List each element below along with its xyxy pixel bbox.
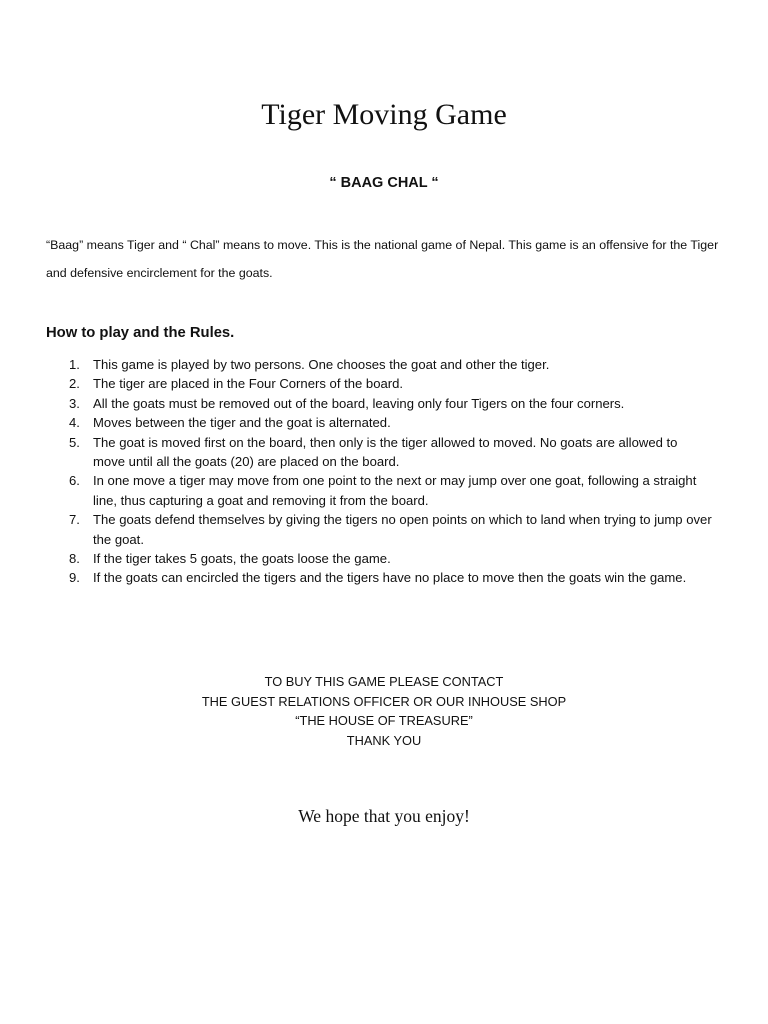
list-item [69, 433, 713, 472]
shop-name: “THE HOUSE OF TREASURE” [295, 713, 473, 729]
list-item-text: This game is played by two persons. One chooses the goat and other the tiger. [93, 357, 550, 372]
list-item [69, 413, 713, 432]
list-item-number: 7. [69, 512, 80, 528]
list-item-text: If the goats can encircled the tigers and the tigers have no place to move then the goats win the game. [93, 570, 687, 586]
list-item-number: 8. [69, 551, 80, 567]
list-item [69, 374, 713, 393]
list-item [69, 355, 713, 374]
list-item-number: 2. [69, 376, 80, 392]
document-title: Tiger Moving Game [261, 98, 507, 131]
list-item-text: The goat is moved first on the board, then only is the tiger allowed to moved. No goats are allowed to move until all the goats (20) are placed on the board. [93, 434, 678, 470]
list-item-number: 3. [69, 395, 80, 411]
list-item-number: 4. [69, 415, 80, 431]
contact-line: THE GUEST RELATIONS OFFICER OR OUR INHOUSE SHOP [201, 693, 567, 709]
list-item-text: In one move a tiger may move from one point to the next or may jump over one goat, following a straight line, thus capturing a goat and removing it from the board. [93, 473, 697, 508]
list-item-text: All the goats must be removed out of the board, leaving only four Tigers on the four corners. [93, 395, 625, 411]
list-item-number: 1. [69, 357, 80, 372]
list-item [69, 568, 713, 587]
list-item-number: 5. [69, 434, 80, 450]
contact-block [0, 672, 768, 750]
list-item-text: The tiger are placed in the Four Corners of the board. [93, 376, 404, 392]
list-item-text: If the tiger takes 5 goats, the goats loose the game. [93, 551, 391, 567]
list-item [69, 394, 713, 413]
contact-line: TO BUY THIS GAME PLEASE CONTACT [264, 674, 504, 689]
document-subtitle: “ BAAG CHAL “ [329, 175, 439, 191]
list-item-number: 6. [69, 473, 80, 489]
closing-line: We hope that you enjoy! [298, 806, 470, 826]
rules-heading: How to play and the Rules. [46, 325, 235, 341]
list-item-text: Moves between the tiger and the goat is alternated. [93, 415, 391, 431]
list-item [69, 510, 713, 549]
list-item-text: The goats defend themselves by giving the tigers no open points on which to land when trying to jump over the goat. [93, 512, 712, 547]
thank-you-line: THANK YOU [346, 732, 422, 748]
intro-paragraph: “Baag” means Tiger and “ Chal” means to move. This is the national game of Nepal. This game is an offensive for the Tiger and defensive encirclement for the goats. [46, 238, 719, 280]
rules-list [69, 355, 713, 588]
list-item-number: 9. [69, 570, 80, 586]
list-item [69, 471, 713, 510]
list-item [69, 549, 713, 568]
